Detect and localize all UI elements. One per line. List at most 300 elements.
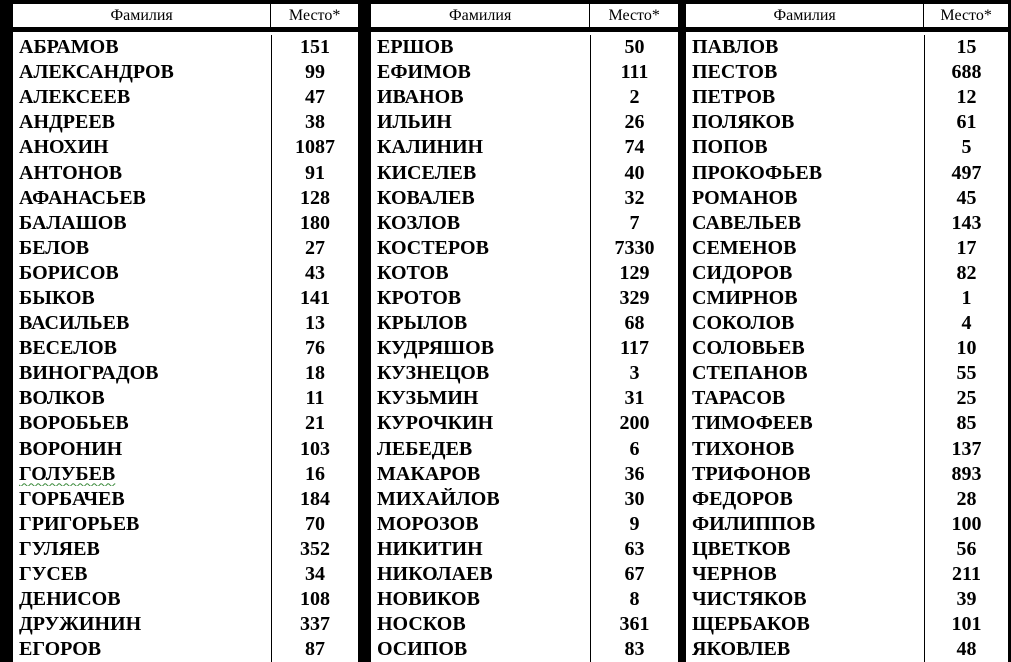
surname-text: ЦВЕТКОВ xyxy=(692,537,791,560)
surname-cell xyxy=(13,412,271,435)
table-row xyxy=(13,211,358,236)
surname-text: ВИНОГРАДОВ xyxy=(19,362,159,385)
table-row xyxy=(13,512,358,537)
surname-cell xyxy=(13,387,271,410)
surname-text: НОСКОВ xyxy=(377,613,466,636)
surname-text: ЛЕБЕДЕВ xyxy=(377,437,473,460)
table-header xyxy=(686,4,1008,32)
surname-text: ДРУЖИНИН xyxy=(19,613,142,636)
table-row xyxy=(686,437,1008,462)
surname-text: БЕЛОВ xyxy=(19,236,90,259)
surname-text: МОРОЗОВ xyxy=(377,512,479,535)
table-row xyxy=(371,437,678,462)
surname-cell xyxy=(13,287,271,310)
surname-cell xyxy=(686,136,924,159)
table-row xyxy=(371,562,678,587)
table-row xyxy=(686,562,1008,587)
surname-cell xyxy=(371,488,590,511)
place-cell: 45 xyxy=(924,186,1008,211)
table-row xyxy=(686,85,1008,110)
place-cell: 38 xyxy=(271,110,358,135)
table-row xyxy=(686,537,1008,562)
place-cell: 48 xyxy=(924,637,1008,662)
surname-text: ИВАНОВ xyxy=(377,86,464,109)
surname-text: БАЛАШОВ xyxy=(19,211,127,234)
place-cell: 211 xyxy=(924,562,1008,587)
table-row xyxy=(13,261,358,286)
surname-cell xyxy=(686,463,924,486)
place-cell: 87 xyxy=(271,637,358,662)
surname-cell xyxy=(371,438,590,461)
table-row xyxy=(13,411,358,436)
surname-cell xyxy=(13,61,271,84)
table-row xyxy=(13,60,358,85)
surname-cell xyxy=(686,212,924,235)
table-row xyxy=(13,462,358,487)
table-row xyxy=(13,286,358,311)
table-row xyxy=(686,186,1008,211)
table-rows xyxy=(686,35,1008,662)
table-row xyxy=(371,336,678,361)
surname-cell xyxy=(686,362,924,385)
surname-text: МАКАРОВ xyxy=(377,462,481,485)
surname-cell xyxy=(13,638,271,661)
place-cell: 329 xyxy=(590,286,678,311)
table-row xyxy=(371,60,678,85)
surname-cell xyxy=(686,262,924,285)
surname-cell xyxy=(13,162,271,185)
surname-cell xyxy=(686,387,924,410)
surname-cell xyxy=(371,36,590,59)
table-row xyxy=(371,110,678,135)
table-rows xyxy=(13,35,358,662)
table-row xyxy=(686,361,1008,386)
surname-text: ВОРОБЬЕВ xyxy=(19,412,129,435)
place-cell: 141 xyxy=(271,286,358,311)
surname-text: ЕГОРОВ xyxy=(19,638,102,661)
place-cell: 361 xyxy=(590,612,678,637)
table-row xyxy=(686,386,1008,411)
header-surname: Фамилия xyxy=(773,6,836,24)
place-cell: 11 xyxy=(271,386,358,411)
surname-text: КАЛИНИН xyxy=(377,136,484,159)
surname-cell xyxy=(686,162,924,185)
surname-text: ВОЛКОВ xyxy=(19,387,105,410)
header-surname: Фамилия xyxy=(448,6,512,24)
surname-cell xyxy=(371,638,590,661)
surname-text: СТЕПАНОВ xyxy=(692,362,808,385)
place-cell: 1 xyxy=(924,286,1008,311)
table-rows xyxy=(371,35,678,662)
place-cell: 18 xyxy=(271,361,358,386)
surname-text: ПОПОВ xyxy=(692,136,768,159)
table-row xyxy=(13,110,358,135)
place-cell: 30 xyxy=(590,487,678,512)
surname-text: ЕФИМОВ xyxy=(377,61,471,84)
header-place: Место* xyxy=(270,4,358,27)
table-row xyxy=(371,311,678,336)
table-row xyxy=(371,35,678,60)
surname-text: ЧЕРНОВ xyxy=(692,563,777,586)
surname-cell xyxy=(13,488,271,511)
table-row xyxy=(371,186,678,211)
place-cell: 55 xyxy=(924,361,1008,386)
place-cell: 137 xyxy=(924,437,1008,462)
place-cell: 50 xyxy=(590,35,678,60)
surname-text: ПРОКОФЬЕВ xyxy=(692,161,823,184)
surname-cell xyxy=(686,61,924,84)
surname-rank-table xyxy=(3,0,1008,662)
table-column-2 xyxy=(371,4,678,662)
surname-cell xyxy=(371,563,590,586)
place-cell: 43 xyxy=(271,261,358,286)
table-row xyxy=(13,386,358,411)
surname-text: ПЕТРОВ xyxy=(692,86,776,109)
surname-cell xyxy=(686,412,924,435)
table-row xyxy=(13,236,358,261)
table-row xyxy=(686,411,1008,436)
surname-cell xyxy=(686,613,924,636)
table-row xyxy=(13,537,358,562)
table-row xyxy=(686,336,1008,361)
table-row xyxy=(13,487,358,512)
surname-text: ТИХОНОВ xyxy=(692,437,795,460)
place-cell: 8 xyxy=(590,587,678,612)
surname-cell xyxy=(371,61,590,84)
place-cell: 2 xyxy=(590,85,678,110)
surname-cell xyxy=(686,287,924,310)
header-place: Место* xyxy=(923,4,1008,27)
place-cell: 3 xyxy=(590,361,678,386)
surname-text: ФИЛИППОВ xyxy=(692,512,816,535)
surname-cell xyxy=(371,513,590,536)
surname-cell xyxy=(13,538,271,561)
table-row xyxy=(371,160,678,185)
place-cell: 82 xyxy=(924,261,1008,286)
surname-text: ТИМОФЕЕВ xyxy=(692,412,813,435)
place-cell: 111 xyxy=(590,60,678,85)
surname-text: ДЕНИСОВ xyxy=(19,588,121,611)
place-cell: 117 xyxy=(590,336,678,361)
surname-cell xyxy=(13,362,271,385)
place-cell: 10 xyxy=(924,336,1008,361)
place-cell: 27 xyxy=(271,236,358,261)
place-cell: 180 xyxy=(271,211,358,236)
place-cell: 103 xyxy=(271,437,358,462)
table-row xyxy=(371,512,678,537)
surname-text: НОВИКОВ xyxy=(377,588,480,611)
table-row xyxy=(686,286,1008,311)
surname-text: ЧИСТЯКОВ xyxy=(692,588,807,611)
surname-cell xyxy=(13,86,271,109)
surname-cell xyxy=(371,262,590,285)
place-cell: 91 xyxy=(271,160,358,185)
table-row xyxy=(371,462,678,487)
place-cell: 28 xyxy=(924,487,1008,512)
surname-cell xyxy=(686,111,924,134)
surname-text: АНОХИН xyxy=(19,136,109,159)
surname-cell xyxy=(686,187,924,210)
place-cell: 34 xyxy=(271,562,358,587)
place-cell: 688 xyxy=(924,60,1008,85)
surname-text: АЛЕКСЕЕВ xyxy=(19,86,131,109)
surname-cell xyxy=(686,36,924,59)
table-row xyxy=(13,35,358,60)
surname-text: ВОРОНИН xyxy=(19,437,123,460)
surname-cell xyxy=(371,237,590,260)
table-column-1 xyxy=(13,4,358,662)
table-row xyxy=(13,186,358,211)
surname-cell xyxy=(371,613,590,636)
table-row xyxy=(371,637,678,662)
surname-cell xyxy=(686,538,924,561)
surname-text: БОРИСОВ xyxy=(19,261,119,284)
table-row xyxy=(371,261,678,286)
place-cell: 5 xyxy=(924,135,1008,160)
surname-text: ГУЛЯЕВ xyxy=(19,537,100,560)
place-cell: 151 xyxy=(271,35,358,60)
place-cell: 16 xyxy=(271,462,358,487)
place-cell: 143 xyxy=(924,211,1008,236)
table-row xyxy=(13,160,358,185)
surname-cell xyxy=(371,187,590,210)
place-cell: 61 xyxy=(924,110,1008,135)
surname-cell xyxy=(13,212,271,235)
place-cell: 15 xyxy=(924,35,1008,60)
place-cell: 108 xyxy=(271,587,358,612)
surname-text: КОТОВ xyxy=(377,261,449,284)
surname-text: ВАСИЛЬЕВ xyxy=(19,312,130,335)
table-row xyxy=(686,587,1008,612)
surname-text: ПЕСТОВ xyxy=(692,61,778,84)
table-row xyxy=(371,286,678,311)
place-cell: 101 xyxy=(924,612,1008,637)
table-row xyxy=(13,85,358,110)
place-cell: 6 xyxy=(590,437,678,462)
surname-cell xyxy=(371,111,590,134)
surname-cell xyxy=(686,337,924,360)
place-cell: 74 xyxy=(590,135,678,160)
surname-text: КУЗЬМИН xyxy=(377,387,479,410)
place-cell: 67 xyxy=(590,562,678,587)
place-cell: 352 xyxy=(271,537,358,562)
table-row xyxy=(13,637,358,662)
table-row xyxy=(686,637,1008,662)
surname-cell xyxy=(13,36,271,59)
surname-text: ОСИПОВ xyxy=(377,638,468,661)
surname-cell xyxy=(371,312,590,335)
surname-text: ПАВЛОВ xyxy=(692,36,779,59)
place-cell: 83 xyxy=(590,637,678,662)
surname-text: АБРАМОВ xyxy=(19,36,119,59)
surname-text: НИКИТИН xyxy=(377,537,483,560)
place-cell: 184 xyxy=(271,487,358,512)
surname-cell xyxy=(13,588,271,611)
surname-cell xyxy=(13,337,271,360)
place-cell: 21 xyxy=(271,411,358,436)
place-cell: 68 xyxy=(590,311,678,336)
table-row xyxy=(686,60,1008,85)
place-cell: 128 xyxy=(271,186,358,211)
place-cell: 9 xyxy=(590,512,678,537)
surname-cell xyxy=(13,463,271,486)
place-cell: 32 xyxy=(590,186,678,211)
surname-text: ГРИГОРЬЕВ xyxy=(19,512,140,535)
place-cell: 13 xyxy=(271,311,358,336)
surname-cell xyxy=(686,237,924,260)
place-cell: 76 xyxy=(271,336,358,361)
header-surname: Фамилия xyxy=(110,6,173,24)
table-row xyxy=(371,587,678,612)
surname-cell xyxy=(371,162,590,185)
surname-text: ТРИФОНОВ xyxy=(692,462,811,485)
surname-text: ЕРШОВ xyxy=(377,36,454,59)
table-row xyxy=(13,311,358,336)
place-cell: 100 xyxy=(924,512,1008,537)
place-cell: 47 xyxy=(271,85,358,110)
table-row xyxy=(13,562,358,587)
surname-text: САВЕЛЬЕВ xyxy=(692,211,802,234)
table-row xyxy=(686,135,1008,160)
table-row xyxy=(686,236,1008,261)
surname-cell xyxy=(686,513,924,536)
surname-cell xyxy=(13,187,271,210)
table-row xyxy=(371,85,678,110)
place-cell: 1087 xyxy=(271,135,358,160)
surname-cell xyxy=(371,588,590,611)
surname-text: СМИРНОВ xyxy=(692,286,798,309)
surname-text: ГУСЕВ xyxy=(19,563,88,586)
place-cell: 337 xyxy=(271,612,358,637)
table-row xyxy=(371,211,678,236)
table-row xyxy=(686,110,1008,135)
surname-cell xyxy=(371,212,590,235)
surname-text: ЯКОВЛЕВ xyxy=(692,638,791,661)
surname-cell xyxy=(686,638,924,661)
surname-cell xyxy=(13,513,271,536)
table-header xyxy=(13,4,358,32)
table-row xyxy=(371,612,678,637)
place-cell: 26 xyxy=(590,110,678,135)
surname-text: КУЗНЕЦОВ xyxy=(377,362,490,385)
place-cell: 7330 xyxy=(590,236,678,261)
surname-cell xyxy=(686,588,924,611)
table-row xyxy=(371,537,678,562)
table-row xyxy=(686,462,1008,487)
table-row xyxy=(686,512,1008,537)
place-cell: 17 xyxy=(924,236,1008,261)
surname-cell xyxy=(371,136,590,159)
surname-cell xyxy=(13,111,271,134)
surname-cell xyxy=(13,563,271,586)
surname-cell xyxy=(371,337,590,360)
surname-text: КРОТОВ xyxy=(377,286,462,309)
table-row xyxy=(371,135,678,160)
surname-text: ТАРАСОВ xyxy=(692,387,786,410)
table-row xyxy=(13,612,358,637)
place-cell: 39 xyxy=(924,587,1008,612)
surname-text: АЛЕКСАНДРОВ xyxy=(19,61,174,84)
surname-text: КРЫЛОВ xyxy=(377,312,468,335)
table-row xyxy=(371,236,678,261)
surname-cell xyxy=(686,86,924,109)
header-place: Место* xyxy=(589,4,678,27)
table-row xyxy=(686,35,1008,60)
table-header xyxy=(371,4,678,32)
place-cell: 40 xyxy=(590,160,678,185)
surname-text: МИХАЙЛОВ xyxy=(377,487,500,510)
place-cell: 85 xyxy=(924,411,1008,436)
surname-cell xyxy=(371,538,590,561)
surname-text: ФЕДОРОВ xyxy=(692,487,793,510)
surname-text: КИСЕЛЕВ xyxy=(377,161,477,184)
table-row xyxy=(686,487,1008,512)
surname-text: БЫКОВ xyxy=(19,286,95,309)
surname-cell xyxy=(686,438,924,461)
surname-text: АНДРЕЕВ xyxy=(19,111,115,134)
place-cell: 36 xyxy=(590,462,678,487)
surname-cell xyxy=(371,362,590,385)
surname-cell xyxy=(371,287,590,310)
table-row xyxy=(13,135,358,160)
place-cell: 25 xyxy=(924,386,1008,411)
table-row xyxy=(371,487,678,512)
place-cell: 99 xyxy=(271,60,358,85)
table-row xyxy=(686,311,1008,336)
surname-text: ГОЛУБЕВ xyxy=(19,462,116,485)
table-row xyxy=(371,386,678,411)
surname-cell xyxy=(13,438,271,461)
table-row xyxy=(686,612,1008,637)
surname-text: ИЛЬИН xyxy=(377,111,452,134)
place-cell: 497 xyxy=(924,160,1008,185)
surname-text: ЩЕРБАКОВ xyxy=(692,613,810,636)
surname-text: КОСТЕРОВ xyxy=(377,236,489,259)
place-cell: 56 xyxy=(924,537,1008,562)
surname-cell xyxy=(13,613,271,636)
table-row xyxy=(686,261,1008,286)
surname-text: АНТОНОВ xyxy=(19,161,123,184)
surname-text: КОЗЛОВ xyxy=(377,211,461,234)
place-cell: 63 xyxy=(590,537,678,562)
place-cell: 200 xyxy=(590,411,678,436)
surname-cell xyxy=(686,563,924,586)
surname-text: РОМАНОВ xyxy=(692,186,798,209)
place-cell: 4 xyxy=(924,311,1008,336)
place-cell: 31 xyxy=(590,386,678,411)
surname-text: ВЕСЕЛОВ xyxy=(19,337,117,360)
table-row xyxy=(686,160,1008,185)
surname-cell xyxy=(371,412,590,435)
surname-text: НИКОЛАЕВ xyxy=(377,563,493,586)
place-cell: 70 xyxy=(271,512,358,537)
place-cell: 129 xyxy=(590,261,678,286)
place-cell: 7 xyxy=(590,211,678,236)
table-row xyxy=(13,587,358,612)
surname-cell xyxy=(686,488,924,511)
surname-cell xyxy=(13,237,271,260)
table-column-3 xyxy=(686,4,1008,662)
surname-cell xyxy=(13,136,271,159)
table-row xyxy=(13,336,358,361)
place-cell: 893 xyxy=(924,462,1008,487)
surname-text: ПОЛЯКОВ xyxy=(692,111,795,134)
surname-text: СОКОЛОВ xyxy=(692,312,795,335)
surname-cell xyxy=(371,86,590,109)
surname-text: СОЛОВЬЕВ xyxy=(692,337,805,360)
surname-cell xyxy=(371,387,590,410)
table-row xyxy=(13,361,358,386)
